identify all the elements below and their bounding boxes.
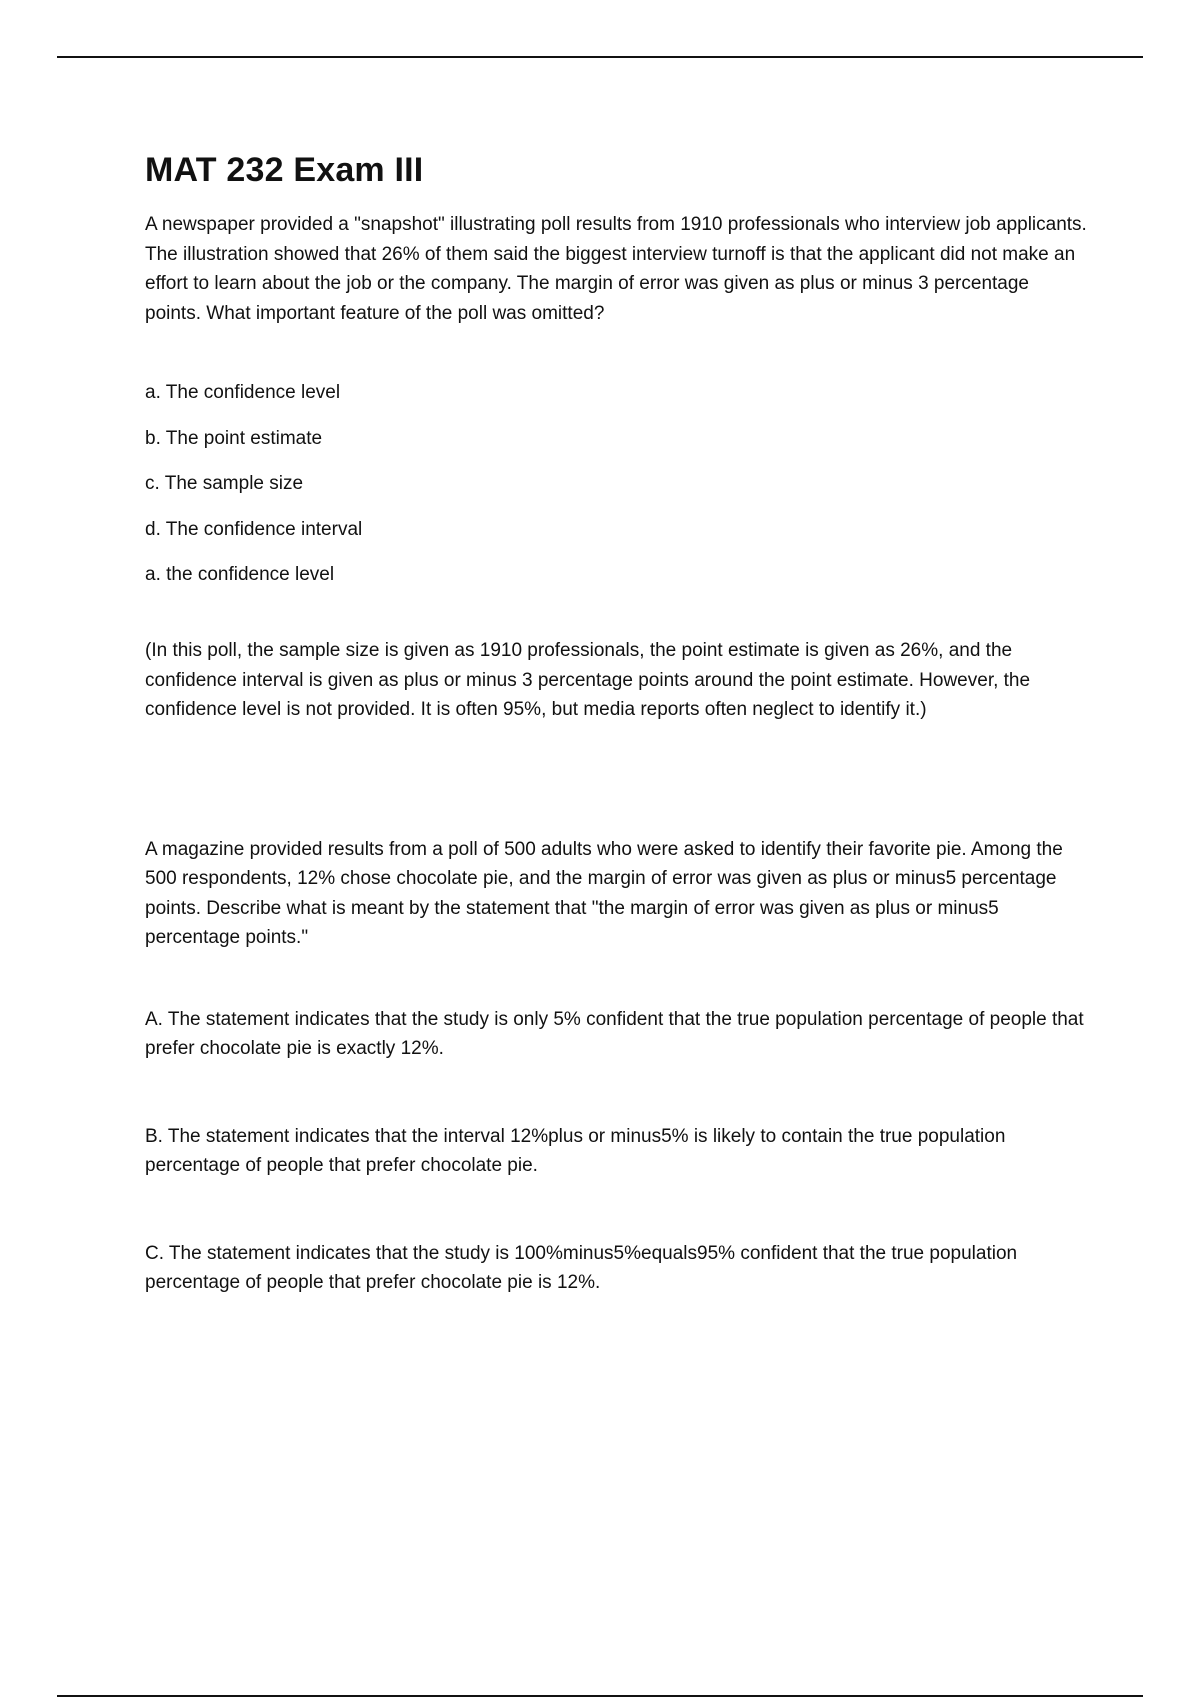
question-1-option-d: d. The confidence interval (145, 518, 363, 540)
question-1-option-b: b. The point estimate (145, 427, 323, 449)
question-2-choice-a: A. The statement indicates that the study is only 5% confident that the true population percentage of people that prefer chocolate pie is exactly 12%. (145, 1008, 1084, 1059)
question-2-choice-c: C. The statement indicates that the study is 100%minus5%equals95% confident that the true population percentage of people that prefer chocolate pie is 12%. (145, 1242, 1018, 1293)
question-1-explanation: (In this poll, the sample size is given as 1910 professionals, the point estimate is given as 26%, and the confidence interval is given as plus or minus 3 percentage points around the point estimate. However, the confidence level is not provided. It is often 95%, but media reports often neglect to identify it.) (145, 640, 1031, 720)
question-1-answer: a. the confidence level (145, 564, 335, 585)
top-rule (57, 56, 1143, 58)
document-body (145, 150, 1090, 1356)
page-title: MAT 232 Exam III (145, 151, 424, 189)
bottom-rule (57, 1695, 1143, 1697)
question-1-option-c: c. The sample size (145, 473, 304, 494)
question-1-option-a: a. The confidence level (145, 382, 341, 403)
question-2-text: A magazine provided results from a poll of 500 adults who were asked to identify their favorite pie. Among the 500 respondents, 12% chose chocolate pie, and the margin of error was given as plus or minus5 percentage points. Describe what is meant by the statement that "the margin of error was given as plus or minus5 percentage points." (145, 838, 1063, 948)
question-2-choice-b: B. The statement indicates that the interval 12%plus or minus5% is likely to contain the true population percentage of people that prefer chocolate pie. (145, 1125, 1006, 1176)
question-1-text: A newspaper provided a "snapshot" illustrating poll results from 1910 professionals who interview job applicants. The illustration showed that 26% of them said the biggest interview turnoff is that the applicant did not make an effort to learn about the job or the company. The margin of error was given as plus or minus 3 percentage points. What important feature of the poll was omitted? (145, 214, 1087, 324)
